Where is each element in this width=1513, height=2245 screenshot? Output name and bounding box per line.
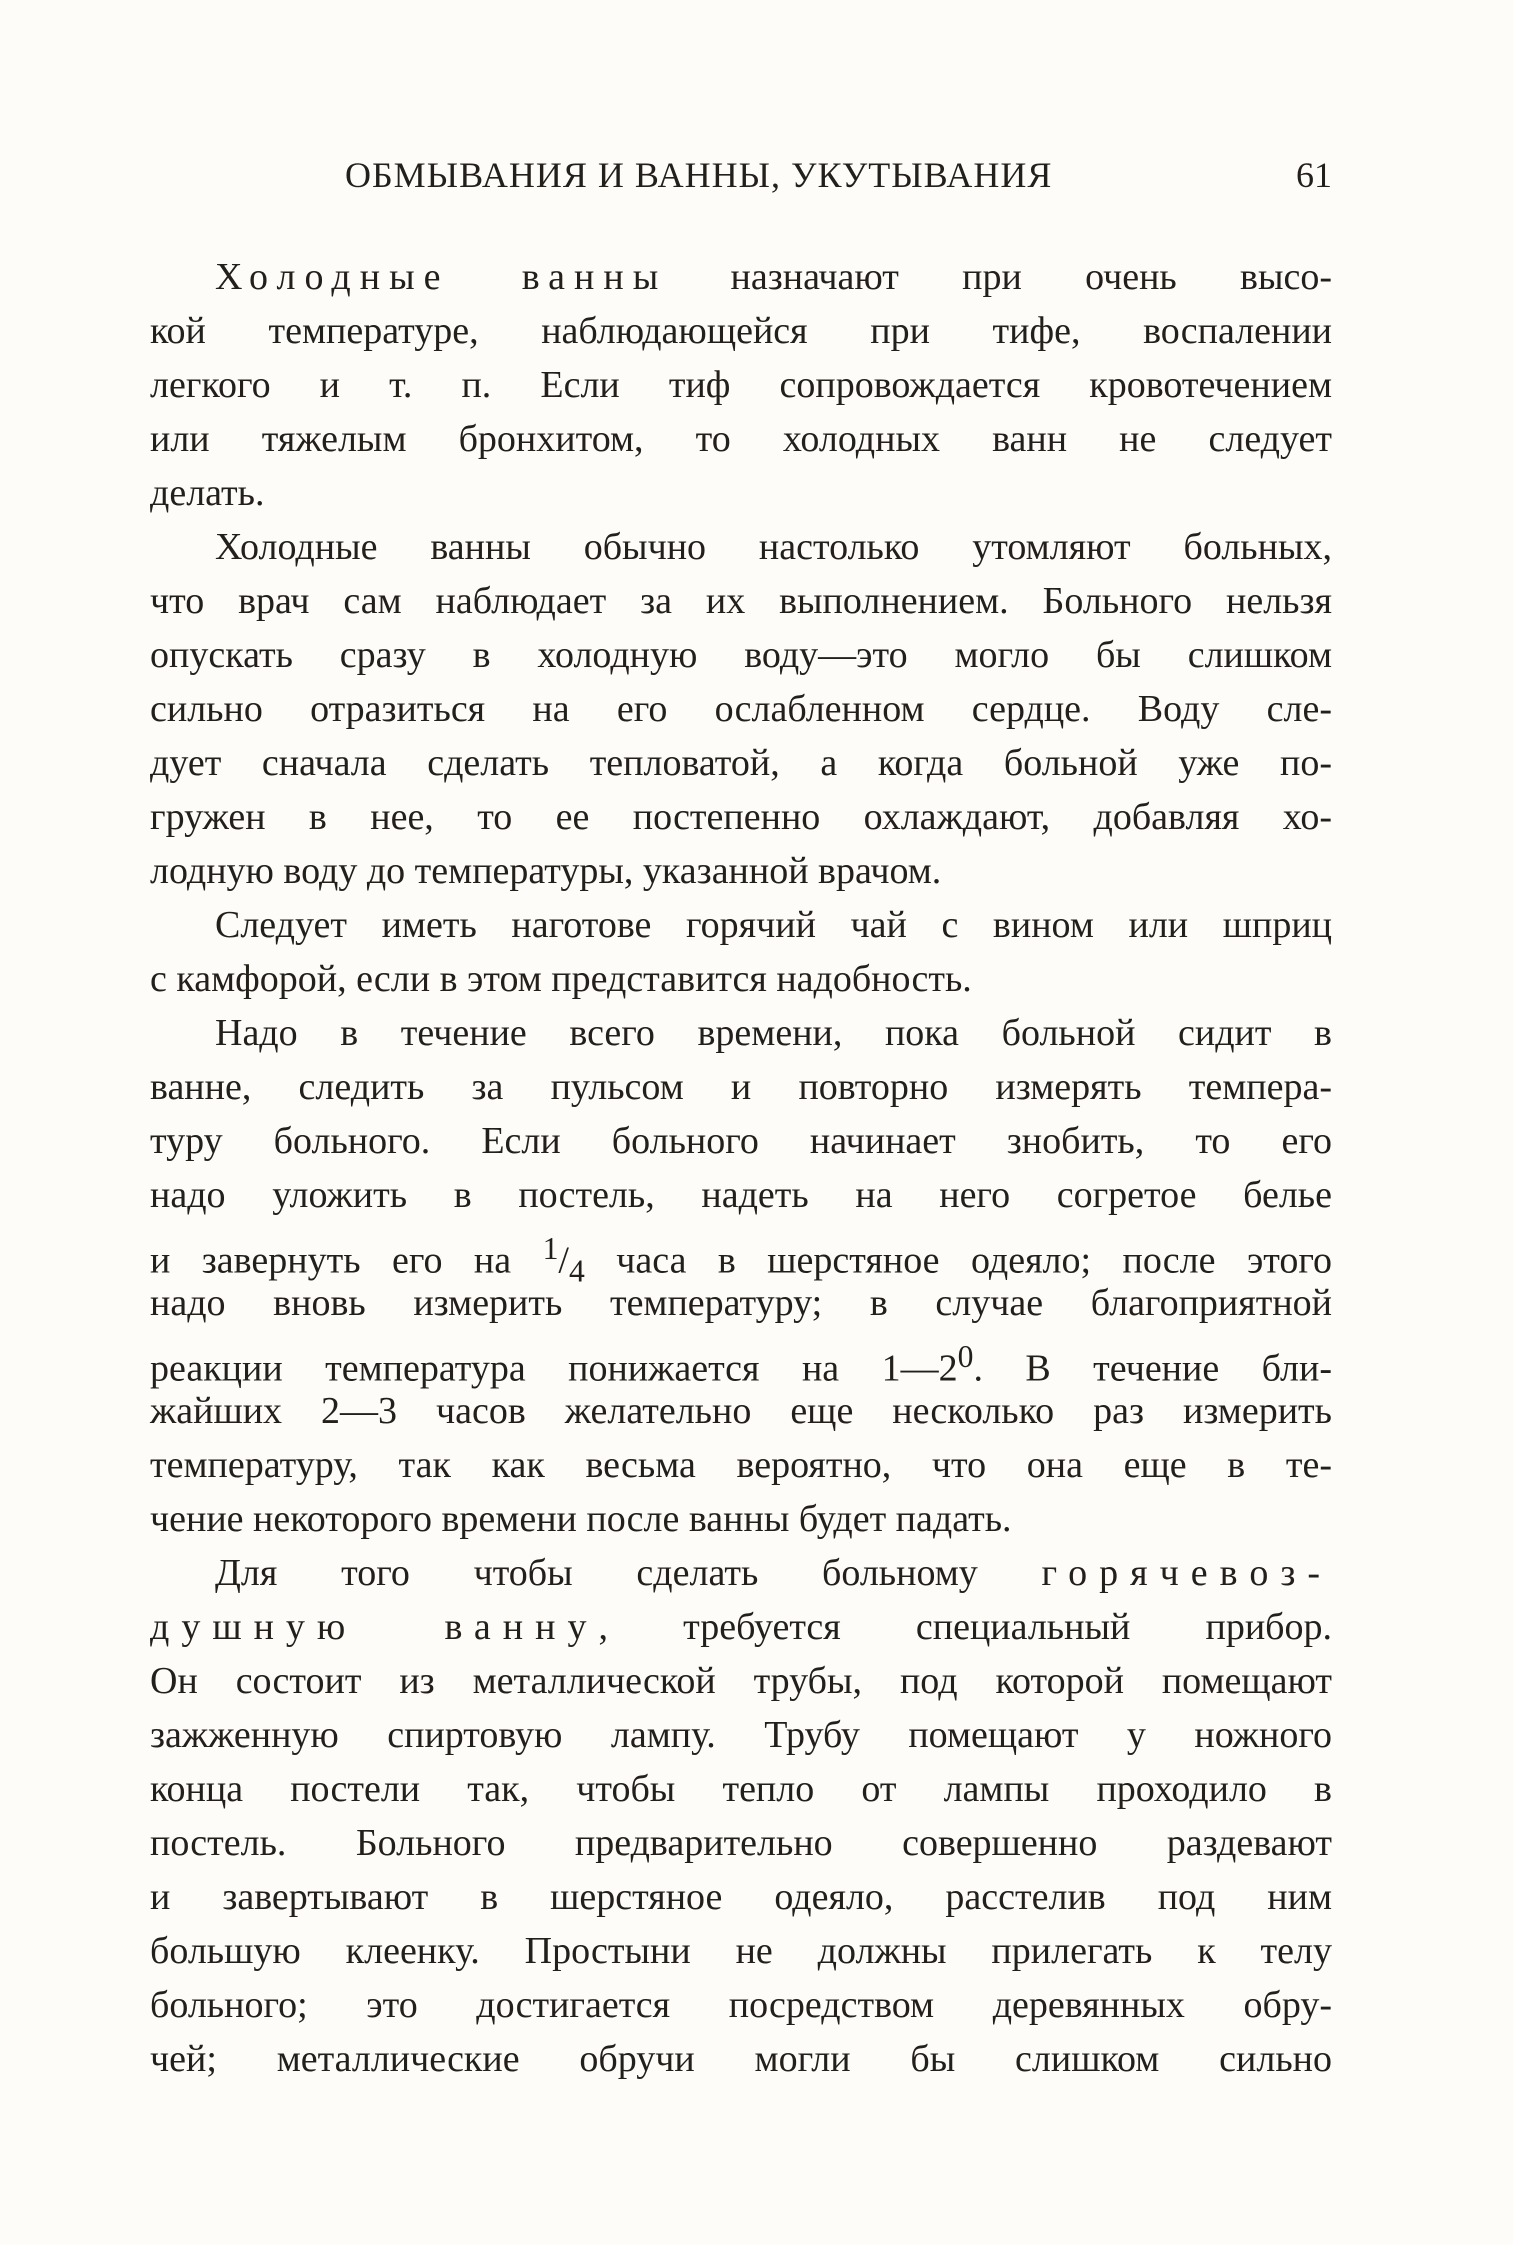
text-line: что врач сам наблюдает за их выполнением. Больного нельзя	[150, 580, 1332, 622]
text-line: или тяжелым бронхитом, то холодных ванн не следует	[150, 418, 1332, 460]
text-line: надо уложить в постель, надеть на него согретое белье	[150, 1174, 1332, 1216]
text-line: больного; это достигается посредством деревянных обру-	[150, 1984, 1332, 2026]
line-text: назначают при очень высо-	[667, 256, 1332, 298]
text-line: лодную воду до температуры, указанной врачом.	[150, 850, 942, 892]
text-line: сильно отразиться на его ослабленном сердце. Воду сле-	[150, 688, 1332, 730]
text-line: Надо в течение всего времени, пока больной сидит в	[215, 1012, 1332, 1054]
line-text: и завернуть его на	[150, 1239, 543, 1282]
text-line: Он состоит из металлической трубы, под которой помещают	[150, 1660, 1332, 1702]
text-line: легкого и т. п. Если тиф сопровождается кровотечением	[150, 364, 1332, 406]
text-line: туру больного. Если больного начинает знобить, то его	[150, 1120, 1332, 1162]
text-line: надо вновь измерить температуру; в случае благоприятной	[150, 1282, 1332, 1324]
line-text: Для того чтобы сделать больному	[215, 1552, 1042, 1594]
text-line: конца постели так, чтобы тепло от лампы проходило в	[150, 1768, 1332, 1810]
spaced-emphasis: Холодные ванны	[215, 256, 668, 298]
text-line: Следует иметь наготове горячий чай с вином или шприц	[215, 904, 1332, 946]
line-text: . В течение бли-	[973, 1347, 1333, 1390]
text-line: чение некоторого времени после ванны будет падать.	[150, 1498, 1012, 1540]
text-line: зажженную спиртовую лампу. Трубу помещают у ножного	[150, 1714, 1332, 1756]
text-line: ванне, следить за пульсом и повторно измерять темпера-	[150, 1066, 1332, 1108]
text-line: гружен в нее, то ее постепенно охлаждают, добавляя хо-	[150, 796, 1332, 838]
text-line: опускать сразу в холодную воду—это могло бы слишком	[150, 634, 1332, 676]
text-line	[150, 1546, 1332, 1600]
text-line: и завертывают в шерстяное одеяло, расстелив под ним	[150, 1876, 1332, 1918]
body-text	[150, 250, 1332, 2086]
text-line: жайших 2—3 часов желательно еще несколько раз измерить	[150, 1390, 1332, 1432]
line-text: , требуется специальный прибор.	[598, 1606, 1332, 1648]
page-number: 61	[1296, 155, 1332, 195]
text-line	[150, 1600, 1332, 1654]
text-line	[150, 250, 1332, 304]
spaced-emphasis: душную ванну	[150, 1606, 599, 1648]
line-text: реакции температура понижается на 1—2	[150, 1347, 958, 1390]
text-line: кой температуре, наблюдающейся при тифе, воспалении	[150, 310, 1332, 352]
text-line: большую клеенку. Простыни не должны прилегать к телу	[150, 1930, 1332, 1972]
text-line: Холодные ванны обычно настолько утомляют больных,	[215, 526, 1332, 568]
text-line: постель. Больного предварительно совершенно раздевают	[150, 1822, 1332, 1864]
degree-mark: 0	[957, 1339, 974, 1374]
fraction-numerator: 1	[542, 1231, 559, 1266]
fraction-denominator: 4	[568, 1253, 585, 1289]
text-line: дует сначала сделать тепловатой, а когда больной уже по-	[150, 742, 1332, 784]
text-line: с камфорой, если в этом представится надобность.	[150, 958, 972, 1000]
line-text: часа в шерстяное одеяло; после этого	[584, 1239, 1333, 1282]
text-line: делать.	[150, 472, 265, 514]
running-head-title: ОБМЫВАНИЯ И ВАННЫ, УКУТЫВАНИЯ	[345, 155, 1053, 195]
running-head	[150, 150, 1332, 200]
spaced-emphasis: горячевоз-	[1041, 1552, 1332, 1594]
text-line: чей; металлические обручи могли бы слишком сильно	[150, 2038, 1332, 2080]
text-line: температуру, так как весьма вероятно, что она еще в те-	[150, 1444, 1332, 1486]
text-line	[150, 1330, 1333, 1390]
text-line: и завернуть его на $^1/_4$ часа в шерстяное одеяло; после этого	[150, 1231, 1333, 1289]
